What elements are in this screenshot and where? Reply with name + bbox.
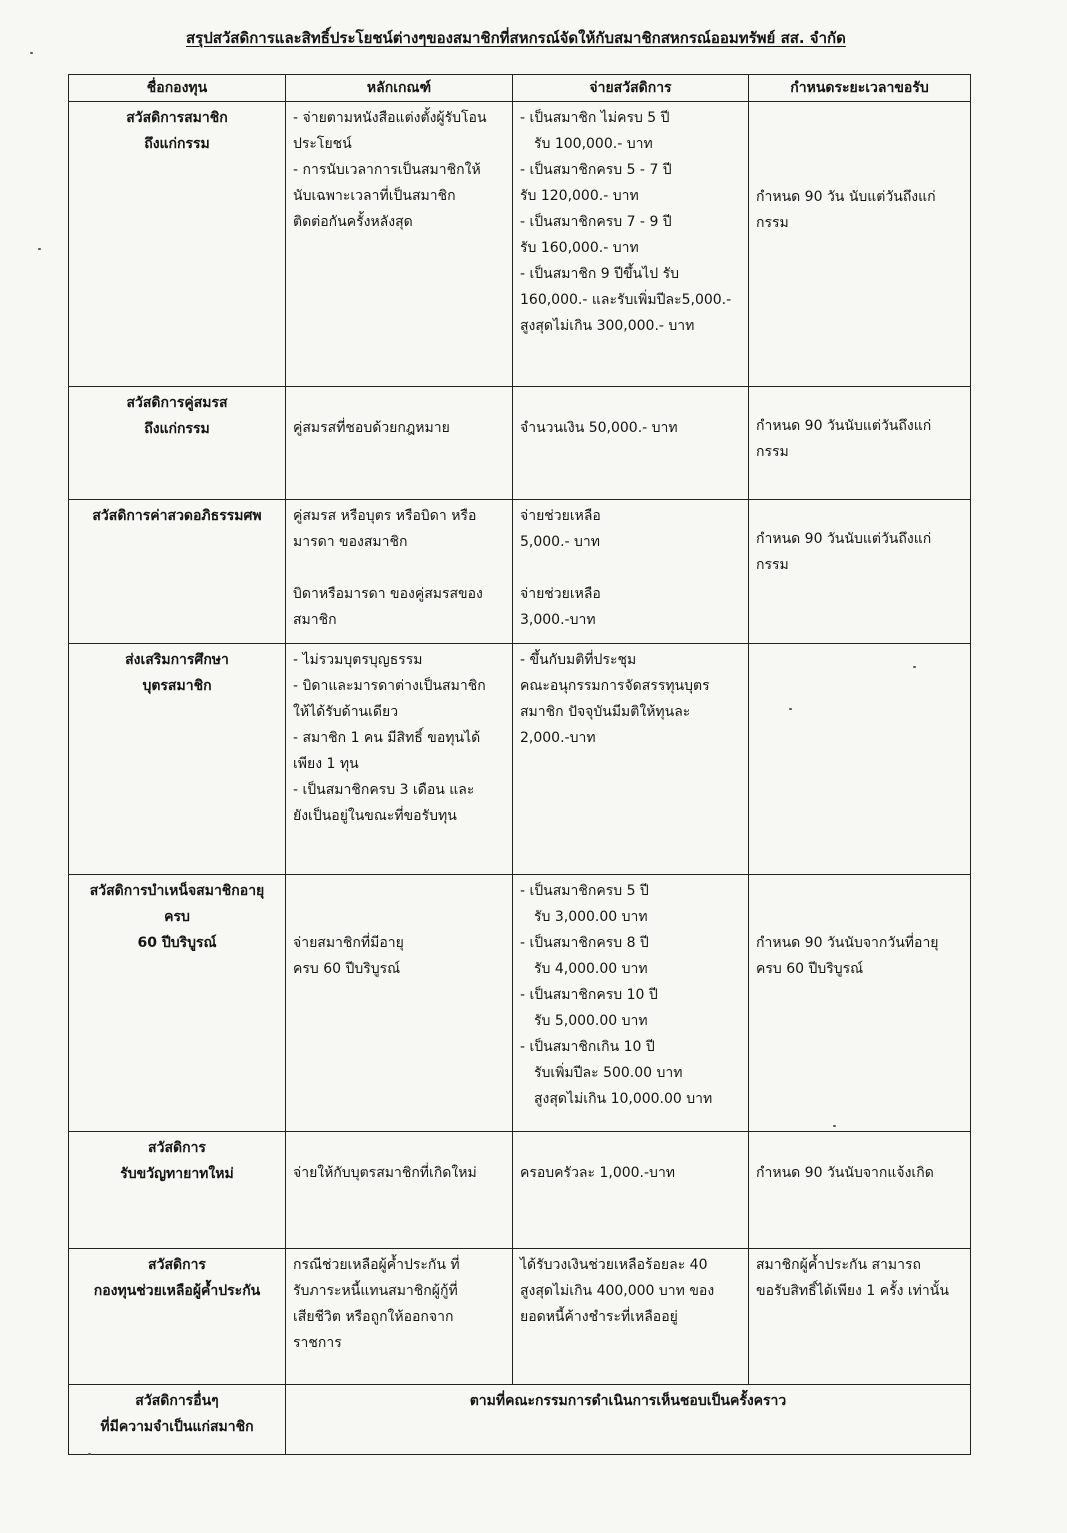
fund-name-line: กองทุนช่วยเหลือผู้ค้ำประกัน [93,1283,261,1299]
criteria-line: ประโยชน์ [293,136,352,152]
header-row [69,75,971,102]
payment-line: รับ 5,000.00 บาท [534,1013,648,1029]
deadline-cell [749,1132,971,1249]
deadline-cell [749,644,971,875]
table-row [69,1132,971,1249]
payment-line: 160,000.- และรับเพิ่มปีละ5,000.- [520,292,732,308]
criteria-line: ให้ได้รับด้านเดียว [293,704,399,720]
table-row [69,500,971,644]
criteria-line: นับเฉพาะเวลาที่เป็นสมาชิก [293,188,456,204]
fund-name-cell [69,1132,286,1249]
payment-line: คณะอนุกรรมการจัดสรรทุนบุตร [520,678,710,694]
payment-line: รับเพิ่มปีละ 500.00 บาท [534,1065,683,1081]
payment-line: - เป็นสมาชิกเกิน 10 ปี [520,1039,655,1055]
criteria-line: กรณีช่วยเหลือผู้ค้ำประกัน ที่ [293,1257,460,1273]
fund-name-line: ถึงแก่กรรม [144,136,210,152]
payment-line: 5,000.- บาท [520,534,601,550]
fund-name-line: สวัสดิการสมาชิก [126,110,228,126]
payment-line: - ขึ้นกับมติที่ประชุม [520,652,637,668]
payment-line: ได้รับวงเงินช่วยเหลือร้อยละ 40 [520,1257,708,1273]
payment-line: รับ 160,000.- บาท [520,240,639,256]
fund-name-line: สวัสดิการ [148,1257,206,1273]
payment-line: สูงสุดไม่เกิน 10,000.00 บาท [534,1091,713,1107]
table-row [69,387,971,500]
payment-line: รับ 3,000.00 บาท [534,909,648,925]
fund-name-line: ครบ [164,909,190,925]
fund-name-line: สวัสดิการคู่สมรส [126,395,228,411]
deadline-line: กำหนด 90 วันนับจากวันที่อายุ [756,935,939,951]
criteria-cell [286,102,513,387]
criteria-line: ครบ 60 ปีบริบูรณ์ [293,961,401,977]
fund-name-line: รับขวัญทายาทใหม่ [120,1166,234,1182]
page-title: สรุปสวัสดิการและสิทธิ์ประโยชน์ต่างๆของสมาชิกที่สหกรณ์จัดให้กับสมาชิกสหกรณ์ออมทรัพย์ สส. จำกัด [186,29,846,47]
table-row [69,1249,971,1385]
deadline-line: ขอรับสิทธิ์ได้เพียง 1 ครั้ง เท่านั้น [756,1283,949,1299]
payment-line: รับ 120,000.- บาท [520,188,639,204]
payment-line: ยอดหนี้ค้างชำระที่เหลืออยู่ [520,1309,678,1325]
fund-name-cell [69,387,286,500]
payment-line: สูงสุดไม่เกิน 300,000.- บาท [520,318,695,334]
fund-name-cell [69,644,286,875]
payment-cell [513,102,749,387]
table-row [69,1385,971,1455]
payment-line: จ่ายช่วยเหลือ [520,586,601,602]
criteria-line: ติดต่อกันครั้งหลังสุด [293,214,413,230]
payment-line: - เป็นสมาชิกครบ 7 - 9 ปี [520,214,672,230]
payment-cell [513,1132,749,1249]
scan-speck [913,666,916,668]
criteria-line: จ่ายสมาชิกที่มีอายุ [293,935,404,951]
fund-name-line: สวัสดิการค่าสวดอภิธรรมศพ [92,508,262,524]
deadline-line: ครบ 60 ปีบริบูรณ์ [756,961,864,977]
scan-speck [789,708,792,710]
criteria-line: จ่ายให้กับบุตรสมาชิกที่เกิดใหม่ [293,1165,477,1181]
table-row [69,644,971,875]
deadline-cell [749,387,971,500]
criteria-line: เสียชีวิต หรือถูกให้ออกจาก [293,1309,454,1325]
criteria-line: คู่สมรส หรือบุตร หรือบิดา หรือ [293,508,477,524]
fund-name-line: บุตรสมาชิก [142,678,212,694]
deadline-cell [749,1249,971,1385]
scan-speck [833,1125,836,1127]
criteria-line: - ไม่รวมบุตรบุญธรรม [293,652,423,668]
deadline-cell [749,500,971,644]
criteria-cell [286,500,513,644]
payment-line: - เป็นสมาชิกครบ 8 ปี [520,935,649,951]
criteria-cell [286,1249,513,1385]
payment-line: รับ 100,000.- บาท [534,136,653,152]
criteria-cell [286,1132,513,1249]
payment-line: - เป็นสมาชิก ไม่ครบ 5 ปี [520,110,670,126]
payment-cell [513,644,749,875]
payment-line: - เป็นสมาชิก 9 ปีขึ้นไป รับ [520,266,679,282]
deadline-line: กรรม [756,215,789,231]
fund-name-cell [69,102,286,387]
criteria-line: ราชการ [293,1335,342,1351]
fund-name-line: สวัสดิการบำเหน็จสมาชิกอายุ [89,883,265,899]
payment-line: 3,000.-บาท [520,612,596,628]
criteria-cell [286,387,513,500]
committee-note: ตามที่คณะกรรมการดำเนินการเห็นชอบเป็นครั้งคราว [469,1393,787,1409]
payment-cell [513,387,749,500]
payment-cell [513,1249,749,1385]
payment-line: - เป็นสมาชิกครบ 5 - 7 ปี [520,162,672,178]
criteria-line: บิดาหรือมารดา ของคู่สมรสของ [293,586,483,602]
payment-cell [513,500,749,644]
fund-name-line: ถึงแก่กรรม [144,421,210,437]
deadline-line: กำหนด 90 วันนับจากแจ้งเกิด [756,1165,934,1181]
criteria-line: - บิดาและมารดาต่างเป็นสมาชิก [293,678,486,694]
fund-name-line: สวัสดิการอื่นๆ [135,1393,219,1409]
payment-line: สูงสุดไม่เกิน 400,000 บาท ของ [520,1283,715,1299]
committee-note-cell [286,1385,971,1455]
deadline-line: สมาชิกผู้ค้ำประกัน สามารถ [756,1257,921,1273]
payment-line: สมาชิก ปัจจุบันมีมติให้ทุนละ [520,704,691,720]
header-criteria: หลักเกณฑ์ [286,75,513,102]
payment-line: จำนวนเงิน 50,000.- บาท [520,419,678,436]
fund-name-cell [69,500,286,644]
criteria-line: - จ่ายตามหนังสือแต่งตั้งผู้รับโอน [293,110,487,126]
fund-name-cell [69,1249,286,1385]
payment-line: 2,000.-บาท [520,730,596,746]
fund-name-line: สวัสดิการ [148,1140,206,1156]
fund-name-cell [69,1385,286,1455]
fund-name-line: ที่มีความจำเป็นแก่สมาชิก [100,1419,254,1435]
fund-name-cell [69,875,286,1132]
header-fund-name: ชื่อกองทุน [69,75,286,102]
deadline-line: กรรม [756,557,789,573]
deadline-line: กำหนด 90 วัน นับแต่วันถึงแก่ [756,189,936,205]
header-payment: จ่ายสวัสดิการ [513,75,749,102]
payment-line: จ่ายช่วยเหลือ [520,508,601,524]
criteria-spacer [293,555,505,581]
criteria-line: - สมาชิก 1 คน มีสิทธิ์ ขอทุนได้ [293,730,481,746]
header-deadline: กำหนดระยะเวลาขอรับ [749,75,971,102]
payment-cell [513,875,749,1132]
deadline-cell [749,102,971,387]
deadline-line: กำหนด 90 วันนับแต่วันถึงแก่ [756,418,932,434]
welfare-table [68,74,971,1455]
fund-name-line: ส่งเสริมการศึกษา [125,652,229,668]
criteria-line: คู่สมรสที่ชอบด้วยกฎหมาย [293,419,450,436]
deadline-line: กำหนด 90 วันนับแต่วันถึงแก่ [756,531,932,547]
fund-name-line: 60 ปีบริบูรณ์ [137,935,217,951]
payment-line: ครอบครัวละ 1,000.-บาท [520,1165,676,1181]
criteria-line: - เป็นสมาชิกครบ 3 เดือน และ [293,782,475,798]
criteria-cell [286,875,513,1132]
scan-speck [38,248,41,250]
payment-spacer [520,555,741,581]
table-row [69,875,971,1132]
payment-line: - เป็นสมาชิกครบ 5 ปี [520,883,649,899]
criteria-line: รับภาระหนี้แทนสมาชิกผู้กู้ที่ [293,1283,458,1299]
scan-speck [88,1453,91,1455]
criteria-line: เพียง 1 ทุน [293,756,359,772]
deadline-line: กรรม [756,444,789,460]
deadline-cell [749,875,971,1132]
criteria-line: - การนับเวลาการเป็นสมาชิกให้ [293,162,481,178]
criteria-cell [286,644,513,875]
table-row [69,102,971,387]
criteria-line: ยังเป็นอยู่ในขณะที่ขอรับทุน [293,808,457,824]
payment-line: รับ 4,000.00 บาท [534,961,648,977]
scan-speck [30,52,33,54]
criteria-line: สมาชิก [293,612,337,628]
payment-line: - เป็นสมาชิกครบ 10 ปี [520,987,658,1003]
criteria-line: มารดา ของสมาชิก [293,534,408,550]
